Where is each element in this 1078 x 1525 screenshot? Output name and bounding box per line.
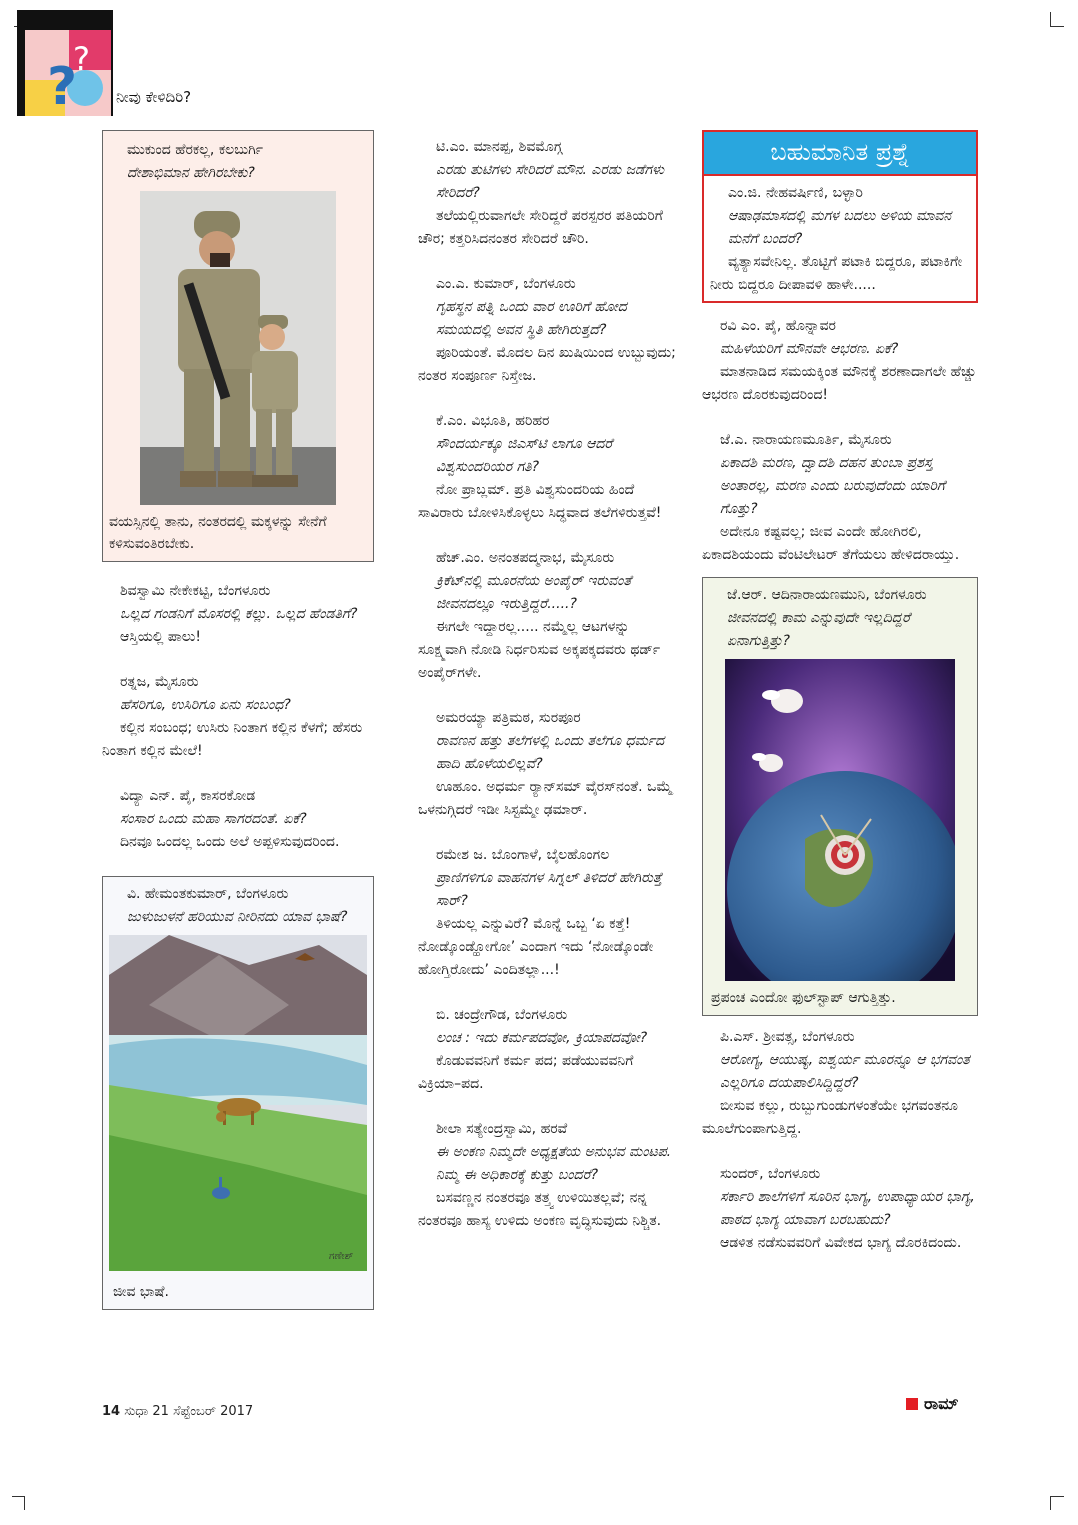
- featured-qa-box: [702, 577, 978, 1016]
- featured-qa-box: [102, 130, 374, 562]
- qa-entry: [418, 410, 680, 525]
- question: ಸಂಸಾರ ಒಂದು ಮಹಾ ಸಾಗರದಂತೆ. ಏಕೆ?: [120, 811, 307, 827]
- asker-name: ಎಂ.ಜಿ. ನೇಹವರ್ಷಿಣಿ, ಬಳ್ಳಾರಿ: [728, 185, 863, 201]
- question: ಜುಳುಜುಳನೆ ಹರಿಯುವ ನೀರಿನದು ಯಾವ ಭಾಷೆ?: [127, 909, 348, 925]
- svg-text:?: ?: [47, 57, 78, 116]
- crop-mark: [1050, 1496, 1051, 1510]
- red-square-icon: [906, 1398, 918, 1410]
- answer: ತಿಳಿಯಲ್ಲ ಎನ್ನುವಿರೆ? ಮೊನ್ನೆ ಒಬ್ಬ ‘ಏ ಕತ್ತೆ! ನೋಡ್ಕೊಂಡ್ಹೋಗೋ’ ಎಂದಾಗ ಇದು ‘ನೋಡ್ಕೊಂಡೇ ಹೋಗ್ತಿರೋದು’ ಎಂದಿತಲ್ಲಾ...!: [418, 916, 654, 978]
- asker-name: ಜೆ.ಆರ್. ಆದಿನಾರಾಯಣಮುನಿ, ಬೆಂಗಳೂರು: [727, 587, 927, 603]
- qa-entry: [102, 671, 374, 763]
- question: ರಾವಣನ ಹತ್ತು ತಲೆಗಳಲ್ಲಿ ಒಂದು ತಲೆಗೂ ಧರ್ಮದ ಹಾದಿ ಹೊಳೆಯಲಿಲ್ಲವೆ?: [436, 733, 665, 772]
- page-number: 14: [102, 1404, 121, 1419]
- svg-text:?: ?: [73, 40, 90, 78]
- author-signoff: [906, 1394, 959, 1414]
- crop-mark: [12, 1496, 24, 1497]
- question: ಆರೋಗ್ಯ, ಆಯುಷ್ಯ, ಐಶ್ವರ್ಯ ಮೂರನ್ನೂ ಆ ಭಗವಂತ ಎಲ್ಲರಿಗೂ ದಯಪಾಲಿಸಿದ್ದಿದ್ದರೆ?: [720, 1052, 970, 1091]
- asker-name: ರತ್ನಜ, ಮೈಸೂರು: [120, 674, 199, 690]
- asker-name: ಎಂ.ಎ. ಕುಮಾರ್, ಬೆಂಗಳೂರು: [436, 276, 576, 292]
- asker-name: ವಿದ್ಯಾ ಎನ್. ಪೈ, ಕಾಸರಕೋಡ: [120, 788, 256, 804]
- answer: ಬಸವಣ್ಣನ ನಂತರವೂ ತತ್ತ್ವ ಉಳಿಯಿತಲ್ಲವೆ; ನನ್ನ ನಂತರವೂ ಹಾಸ್ಯ ಉಳಿದು ಅಂಕಣ ವೃದ್ಧಿಸುವುದು ನಿಶ್ಚಿತ.: [418, 1190, 662, 1229]
- question: ಮಹಿಳೆಯರಿಗೆ ಮೌನವೇ ಆಭರಣ. ಏಕೆ?: [720, 341, 899, 357]
- asker-name: ವಿ. ಹೇಮಂತಕುಮಾರ್, ಬೆಂಗಳೂರು: [127, 886, 289, 902]
- asker-name: ಮುಕುಂದ ಹೆರಕಲ್ಲ, ಕಲಬುರ್ಗಿ: [127, 142, 264, 158]
- prize-heading: ಬಹುಮಾನಿತ ಪ್ರಶ್ನೆ: [704, 132, 976, 176]
- asker-name: ಸುಂದರ್, ಬೆಂಗಳೂರು: [720, 1166, 821, 1182]
- answer: ಪೂರಿಯಂತೆ. ಮೊದಲ ದಿನ ಖುಷಿಯಿಂದ ಉಬ್ಬುವುದು; ನಂತರ ಸಂಪೂರ್ಣ ನಿಸ್ತೇಜ.: [418, 345, 676, 384]
- qa-entry: [418, 273, 680, 388]
- asker-name: ಕೆ.ಎಂ. ವಿಭೂತಿ, ಹರಿಹರ: [436, 413, 550, 429]
- answer: ಆಸ್ತಿಯಲ್ಲಿ ಪಾಲು!: [120, 629, 201, 645]
- answer: ಅದೇನೂ ಕಷ್ಟವಲ್ಲ; ಜೀವ ಎಂದೇ ಹೋಗಿರಲಿ, ಏಕಾದಶಿಯಂದು ವೆಂಟಿಲೇಟರ್ ತೆಗೆಯಲು ಹೇಳಿದರಾಯ್ತು.: [702, 524, 960, 563]
- asker-name: ಅಮರಯ್ಯಾ ಪತ್ರಿಮಠ, ಸುರಪೂರ: [436, 710, 581, 726]
- qa-entry: [702, 1163, 978, 1255]
- answer: ಕಲ್ಲಿನ ಸಂಬಂಧ; ಉಸಿರು ನಿಂತಾಗ ಕಲ್ಲಿನ ಕೆಳಗೆ; ಹೆಸರು ನಿಂತಾಗ ಕಲ್ಲಿನ ಮೇಲೆ!: [102, 720, 363, 759]
- column-3: [702, 130, 978, 1277]
- asker-name: ಪಿ.ಎಸ್. ಶ್ರೀವತ್ಸ, ಬೆಂಗಳೂರು: [720, 1029, 855, 1045]
- answer: ಆಡಳಿತ ನಡೆಸುವವರಿಗೆ ವಿವೇಕದ ಭಾಗ್ಯ ದೊರಕಿದಂದು.: [720, 1235, 962, 1251]
- caption: ಪ್ರಪಂಚ ಎಂದೋ ಫುಲ್‌ಸ್ಟಾಪ್ ಆಗುತ್ತಿತ್ತು.: [711, 990, 896, 1006]
- qa-entry: [418, 136, 680, 251]
- asker-name: ಶೀಲಾ ಸತ್ಯೇಂದ್ರಸ್ವಾಮಿ, ಹರವೆ: [436, 1121, 568, 1137]
- asker-name: ಬಿ. ಚಂದ್ರೇಗೌಡ, ಬೆಂಗಳೂರು: [436, 1007, 568, 1023]
- qa-entry: [109, 883, 367, 929]
- qa-entry: [709, 584, 971, 653]
- question: ಕ್ರಿಕೆಟ್‌ನಲ್ಲಿ ಮೂರನೆಯ ಅಂಪೈರ್ ಇರುವಂತೆ ಜೀವನದಲ್ಲೂ ಇರುತ್ತಿದ್ದರೆ.....?: [436, 573, 632, 612]
- crop-mark: [1050, 12, 1051, 26]
- qa-entry: [418, 1118, 680, 1233]
- question: ಆಷಾಢಮಾಸದಲ್ಲಿ ಮಗಳ ಬದಲು ಅಳಿಯ ಮಾವನ ಮನೆಗೆ ಬಂದರೆ?: [728, 208, 952, 247]
- section-logo: [17, 10, 113, 116]
- question: ಎರಡು ತುಟಿಗಳು ಸೇರಿದರೆ ಮೌನ. ಎರಡು ಜಡೆಗಳು ಸೇರಿದರೆ?: [436, 162, 665, 201]
- qa-entry: [702, 1026, 978, 1141]
- cupid-earth-illustration: [725, 659, 955, 981]
- qa-entry: [702, 315, 978, 407]
- section-title: ನೀವು ಕೇಳಿದಿರಿ?: [116, 88, 192, 106]
- river-landscape-illustration: [109, 935, 367, 1271]
- question: ಸರ್ಕಾರಿ ಶಾಲೆಗಳಿಗೆ ಸೂರಿನ ಭಾಗ್ಯ, ಉಪಾಧ್ಯಾಯರ ಭಾಗ್ಯ, ಪಾಠದ ಭಾಗ್ಯ ಯಾವಾಗ ಬರಬಹುದು?: [720, 1189, 975, 1228]
- caption: ವಯಸ್ಸಿನಲ್ಲಿ ತಾನು, ನಂತರದಲ್ಲಿ ಮಕ್ಕಳನ್ನು ಸೇನೆಗೆ ಕಳಿಸುವಂತಿರಬೇಕು.: [109, 514, 327, 552]
- qa-entry: [418, 547, 680, 685]
- asker-name: ರವಿ ಎಂ. ಪೈ, ಹೊನ್ನಾವರ: [720, 318, 836, 334]
- question: ಜೀವನದಲ್ಲಿ ಕಾಮ ಎನ್ನುವುದೇ ಇಲ್ಲದಿದ್ದರೆ ಏನಾಗುತ್ತಿತ್ತು?: [727, 610, 911, 649]
- question: ಹೆಸರಿಗೂ, ಉಸಿರಿಗೂ ಏನು ಸಂಬಂಧ?: [120, 697, 291, 713]
- author-name: ರಾಮ್: [924, 1394, 959, 1413]
- answer: ವ್ಯತ್ಯಾಸವೇನಿಲ್ಲ. ತೊಟ್ಟಿಗೆ ಪಟಾಕಿ ಬಿದ್ದರೂ, ಪಟಾಕಿಗೇ ನೀರು ಬಿದ್ದರೂ ದೀಪಾವಳಿ ಹಾಳೇ.....: [710, 254, 963, 293]
- question: ಲಂಚ : ಇದು ಕರ್ಮಪದವೋ, ಕ್ರಿಯಾಪದವೋ?: [436, 1030, 648, 1046]
- qa-entry: [102, 580, 374, 649]
- crop-mark: [1050, 26, 1064, 27]
- qa-entry: [418, 707, 680, 822]
- question: ಸೌಂದರ್ಯಕ್ಕೂ ಜಿಎಸ್‌ಟಿ ಲಾಗೂ ಆದರೆ ವಿಶ್ವಸುಂದರಿಯರ ಗತಿ?: [436, 436, 613, 475]
- column-2: [418, 136, 680, 1255]
- qa-entry: [702, 429, 978, 567]
- question: ಏಕಾದಶಿ ಮರಣ, ದ್ವಾದಶಿ ದಹನ ತುಂಬಾ ಪ್ರಶಸ್ತ ಅಂತಾರಲ್ಲ, ಮರಣ ಎಂದು ಬರುವುದೆಂದು ಯಾರಿಗೆ ಗೊತ್ತು?: [720, 455, 946, 517]
- qa-entry: [102, 785, 374, 854]
- asker-name: ಟಿ.ಎಂ. ಮಾನಪ್ಪ, ಶಿವಮೊಗ್ಗ: [436, 139, 563, 155]
- qa-entry: [109, 139, 367, 185]
- question: ಪ್ರಾಣಿಗಳಿಗೂ ವಾಹನಗಳ ಸಿಗ್ನಲ್ ತಿಳಿದರೆ ಹೇಗಿರುತ್ತೆ ಸಾರ್?: [436, 870, 663, 909]
- asker-name: ರಮೇಶ ಜ. ಬೊಂಗಾಳೆ, ಬೈಲಹೊಂಗಲ: [436, 847, 610, 863]
- page-footer: [102, 1404, 253, 1419]
- asker-name: ಶಿವಸ್ವಾಮಿ ನೇಕೇಕಟ್ಟಿ, ಬೆಂಗಳೂರು: [120, 583, 271, 599]
- question: ದೇಶಾಭಿಮಾನ ಹೇಗಿರಬೇಕು?: [127, 165, 255, 181]
- question: ಒಲ್ಲದ ಗಂಡನಿಗೆ ಮೊಸರಲ್ಲಿ ಕಲ್ಲು. ಒಲ್ಲದ ಹೆಂಡತಿಗೆ?: [120, 606, 358, 622]
- answer: ಬೀಸುವ ಕಲ್ಲು, ರುಬ್ಬುಗುಂಡುಗಳಂತೆಯೇ ಭಗವಂತನೂ ಮೂಲೆಗುಂಪಾಗುತ್ತಿದ್ದ.: [702, 1098, 958, 1137]
- column-1: [102, 130, 374, 1320]
- asker-name: ಜೆ.ಎ. ನಾರಾಯಣಮೂರ್ತಿ, ಮೈಸೂರು: [720, 432, 892, 448]
- featured-qa-box: [102, 876, 374, 1310]
- issue-date: 21 ಸೆಪ್ಟೆಂಬರ್ 2017: [152, 1404, 254, 1419]
- soldier-illustration: [140, 191, 336, 505]
- answer: ಕೊಡುವವನಿಗೆ ಕರ್ಮ ಪದ; ಪಡೆಯುವವನಿಗೆ ವಿಕ್ರಿಯಾ–ಪದ.: [418, 1053, 634, 1092]
- answer: ಈಗಲೇ ಇದ್ದಾರಲ್ಲ..... ನಮ್ಮೆಲ್ಲ ಆಟಗಳನ್ನು ಸೂಕ್ಷ್ಮವಾಗಿ ನೋಡಿ ನಿರ್ಧರಿಸುವ ಅಕ್ಕಪಕ್ಕದವರು ಥರ್ಡ್ ಅಂಪೈರ್‌ಗಳೇ.: [418, 619, 661, 681]
- question: ಈ ಅಂಕಣ ನಿಮ್ಮದೇ ಅಧ್ಯಕ್ಷತೆಯ ಅನುಭವ ಮಂಟಪ. ನಿಮ್ಮ ಈ ಅಧಿಕಾರಕ್ಕೆ ಕುತ್ತು ಬಂದರೆ?: [436, 1144, 672, 1183]
- answer: ಊಹೂಂ. ಅಧರ್ಮ ರ್‍ಯಾನ್‌ಸಮ್ ವೈರಸ್‌ನಂತೆ. ಒಮ್ಮೆ ಒಳನುಗ್ಗಿದರೆ ಇಡೀ ಸಿಸ್ಟಮ್ಮೇ ಢಮಾರ್.: [418, 779, 673, 818]
- answer: ನೋ ಪ್ರಾಬ್ಲಮ್. ಪ್ರತಿ ವಿಶ್ವಸುಂದರಿಯ ಹಿಂದೆ ಸಾವಿರಾರು ಬೋಳಿಸಿಕೊಳ್ಳಲು ಸಿದ್ಧವಾದ ತಲೆಗಳಿರುತ್ತವೆ!: [418, 482, 662, 521]
- answer: ತಲೆಯಲ್ಲಿರುವಾಗಲೇ ಸೇರಿದ್ದರೆ ಪರಸ್ಪರರ ಪತಿಯರಿಗೆ ಚೌರ; ಕತ್ತರಿಸಿದನಂತರ ಸೇರಿದರೆ ಚೌರಿ.: [418, 208, 663, 247]
- question: ಗೃಹಸ್ಥನ ಪತ್ನಿ ಒಂದು ವಾರ ಊರಿಗೆ ಹೋದ ಸಮಯದಲ್ಲಿ ಅವನ ಸ್ಥಿತಿ ಹೇಗಿರುತ್ತದೆ?: [436, 299, 627, 338]
- crop-mark: [1050, 1496, 1064, 1497]
- prize-question-box: [702, 130, 978, 303]
- crop-mark: [24, 1496, 25, 1510]
- magazine-name: ಸುಧಾ: [124, 1404, 149, 1419]
- answer: ದಿನವೂ ಒಂದಲ್ಲ ಒಂದು ಅಲೆ ಅಪ್ಪಳಿಸುವುದರಿಂದ.: [120, 834, 340, 850]
- artist-signature: ಗಣೇಶ್: [329, 1251, 354, 1262]
- asker-name: ಹೆಚ್.ಎಂ. ಅನಂತಪದ್ಮನಾಭ, ಮೈಸೂರು: [436, 550, 615, 566]
- qa-entry: [418, 1004, 680, 1096]
- caption: ಜೀವ ಭಾಷೆ.: [113, 1284, 169, 1300]
- answer: ಮಾತನಾಡಿದ ಸಮಯಕ್ಕಿಂತ ಮೌನಕ್ಕೆ ಶರಣಾದಾಗಲೇ ಹೆಚ್ಚು ಆಭರಣ ದೊರಕುವುದರಿಂದ!: [702, 364, 977, 403]
- qa-entry: [704, 176, 976, 301]
- qa-entry: [418, 844, 680, 982]
